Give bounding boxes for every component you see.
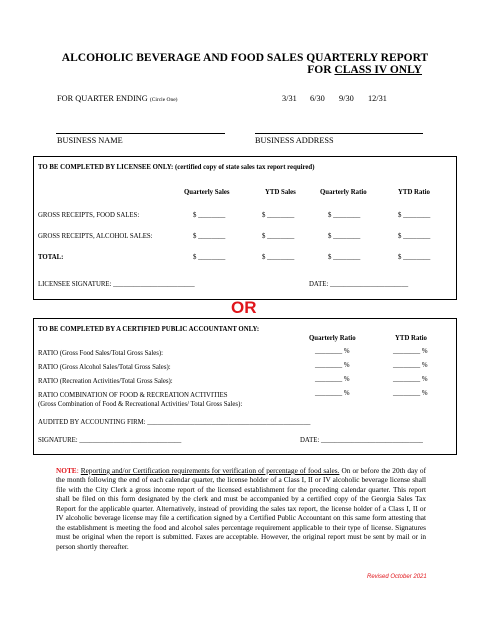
row-alcohol-sales-label: GROSS RECEIPTS, ALCOHOL SALES:: [38, 233, 153, 240]
quarter-hint: (Circle One): [149, 97, 178, 103]
business-name-label: BUSINESS NAME: [57, 136, 123, 145]
business-address-field[interactable]: [255, 133, 423, 134]
cpa-combination-subtext: (Gross Combination of Food & Recreational Activities/ Total Gross Sales):: [38, 401, 243, 408]
licensee-heading: TO BE COMPLETED BY LICENSEE ONLY: (certified copy of state sales tax report required): [38, 164, 315, 171]
cpa-alcohol-quarterly-field[interactable]: ________ %: [315, 362, 350, 369]
cpa-row-alcohol-label: RATIO (Gross Alcohol Sales/Total Gross Sales):: [38, 364, 171, 371]
licensee-signature-field[interactable]: LICENSEE SIGNATURE: ________________________: [38, 281, 195, 288]
licensee-section: [33, 156, 457, 300]
cpa-alcohol-ytd-field[interactable]: ________ %: [393, 362, 428, 369]
total-ytd-sales-field[interactable]: $ ________: [262, 254, 295, 261]
col-quarterly-sales: Quarterly Sales: [184, 189, 230, 196]
cpa-section: [33, 318, 457, 455]
food-ytd-sales-field[interactable]: $ ________: [262, 212, 295, 219]
report-title-prefix: FOR: [307, 64, 335, 76]
alcohol-ytd-sales-field[interactable]: $ ________: [262, 233, 295, 240]
food-ytd-ratio-field[interactable]: $ ________: [398, 212, 431, 219]
quarter-option-2[interactable]: 6/30: [310, 94, 325, 103]
food-quarterly-ratio-field[interactable]: $ ________: [328, 212, 361, 219]
cpa-combination-quarterly-field[interactable]: ________ %: [315, 390, 350, 397]
cpa-signature-field[interactable]: SIGNATURE: ______________________________: [38, 437, 182, 444]
note-label: NOTE: [56, 466, 77, 475]
note-body: On or before the 20th day of the month following the end of each calendar quarter, the license holder of a Class I, II or IV alcoholic beverage license shall file with the City Clerk a gross income report of the licensed establishment for the preceding calendar quarter. This report shall be filed on this form designated by the clerk and must be accompanied by a certified copy of the Georgia Sales Tax Report for the applicable quarter. Alternatively, instead of providing the sales tax report, the license holder of a Class I, II or IV alcoholic beverage license may file a certification signed by a Certified Public Accountant on this same form attesting that the establishment is meeting the food and alcohol sales percentage requirement applicable to their type of license. Signatures must be original when the report is submitted. Faxes are acceptable. However, the original report must be sent by mail or in person shortly thereafter.: [56, 466, 427, 551]
cpa-col-ytd-ratio: YTD Ratio: [395, 335, 427, 342]
alcohol-quarterly-sales-field[interactable]: $ ________: [193, 233, 226, 240]
cpa-heading: TO BE COMPLETED BY A CERTIFIED PUBLIC ACCOUNTANT ONLY:: [38, 326, 260, 333]
report-title-line2: [50, 64, 440, 76]
business-address-label: BUSINESS ADDRESS: [255, 136, 334, 145]
quarter-option-1[interactable]: 3/31: [282, 94, 297, 103]
report-title-line1: ALCOHOLIC BEVERAGE AND FOOD SALES QUARTERLY REPORT: [61, 52, 429, 64]
audited-by-field[interactable]: AUDITED BY ACCOUNTING FIRM: ________________________________________________: [38, 419, 311, 426]
cpa-date-field[interactable]: DATE: ______________________________: [300, 437, 423, 444]
cpa-recreation-quarterly-field[interactable]: ________ %: [315, 376, 350, 383]
cpa-food-ytd-field[interactable]: ________ %: [393, 348, 428, 355]
alcohol-quarterly-ratio-field[interactable]: $ ________: [328, 233, 361, 240]
total-ytd-ratio-field[interactable]: $ ________: [398, 254, 431, 261]
cpa-row-combination-label: RATIO COMBINATION OF FOOD & RECREATION ACTIVITIES: [38, 392, 228, 399]
quarter-label: [57, 94, 178, 103]
revision-footer: Revised October 2021: [367, 574, 427, 580]
cpa-recreation-ytd-field[interactable]: ________ %: [393, 376, 428, 383]
licensee-date-field[interactable]: DATE: _______________________: [309, 281, 409, 288]
or-separator: OR: [231, 298, 257, 317]
report-title: [50, 52, 440, 76]
row-food-sales-label: GROSS RECEIPTS, FOOD SALES:: [38, 212, 140, 219]
col-ytd-sales: YTD Sales: [265, 189, 296, 196]
quarter-option-4[interactable]: 12/31: [368, 94, 387, 103]
quarter-label-text: FOR QUARTER ENDING: [57, 94, 148, 103]
cpa-food-quarterly-field[interactable]: ________ %: [315, 348, 350, 355]
cpa-combination-ytd-field[interactable]: ________ %: [393, 390, 428, 397]
quarter-option-3[interactable]: 9/30: [339, 94, 354, 103]
note-paragraph: NOTE: Reporting and/or Certification requirements for verification of percentage of food sales. On or before the 20th day of the month following the end of each calendar quarter, the license holder of a Class I, II or IV alcoholic beverage license shall file with the City Clerk a gross income report of the licensed establishment for the preceding calendar quarter. This report shall be filed on this form designated by the clerk and must be accompanied by a certified copy of the Georgia Sales Tax Report for the applicable quarter. Alternatively, instead of providing the sales tax report, the license holder of a Class I, II or IV alcoholic beverage license may file a certification signed by a Certified Public Accountant on this same form attesting that the establishment is meeting the food and alcohol sales percentage requirement applicable to their type of license. Signatures must be original when the report is submitted. Faxes are acceptable. However, the original report must be sent by mail or in person shortly thereafter.: [56, 466, 427, 551]
total-quarterly-sales-field[interactable]: $ ________: [193, 254, 226, 261]
alcohol-ytd-ratio-field[interactable]: $ ________: [398, 233, 431, 240]
col-quarterly-ratio: Quarterly Ratio: [320, 189, 367, 196]
cpa-row-food-label: RATIO (Gross Food Sales/Total Gross Sales):: [38, 350, 164, 357]
food-quarterly-sales-field[interactable]: $ ________: [193, 212, 226, 219]
note-underlined: Reporting and/or Certification requirements for verification of percentage of food sales.: [80, 466, 340, 475]
business-name-field[interactable]: [56, 133, 225, 134]
cpa-col-quarterly-ratio: Quarterly Ratio: [309, 335, 356, 342]
report-title-class: CLASS IV ONLY: [334, 64, 422, 76]
total-quarterly-ratio-field[interactable]: $ ________: [328, 254, 361, 261]
row-total-label: TOTAL:: [38, 254, 64, 261]
cpa-row-recreation-label: RATIO (Recreation Activities/Total Gross Sales):: [38, 378, 173, 385]
col-ytd-ratio: YTD Ratio: [398, 189, 430, 196]
